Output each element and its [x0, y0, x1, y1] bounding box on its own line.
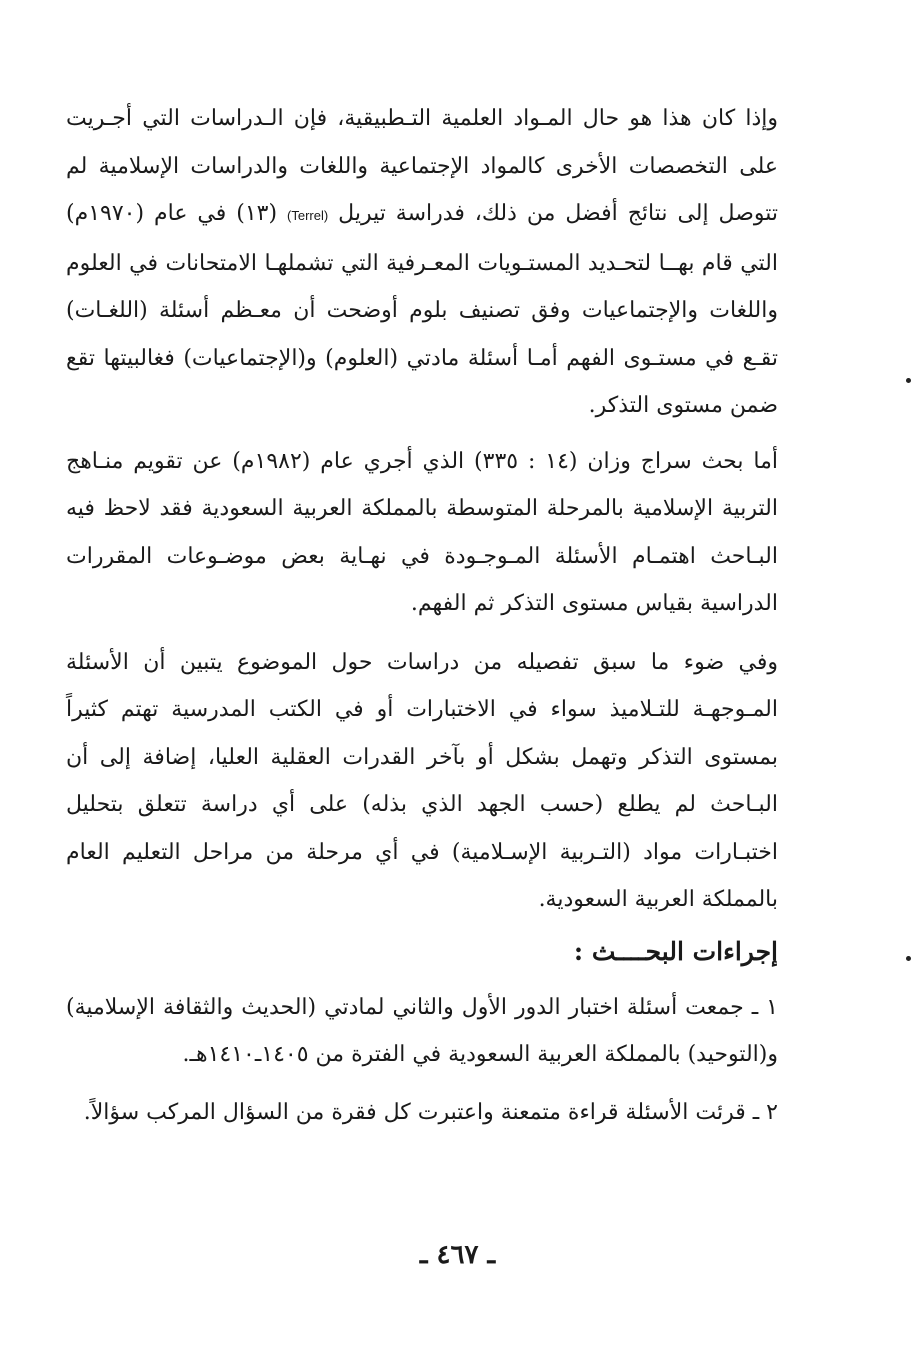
paragraph-siraj-study: أما بحث سراج وزان (١٤ : ٣٣٥) الذي أجري عام (١٩٨٢م) عن تقويم منـاهج التربية الإسلامية بالمرحلة المتوسطة بالمملكة العربية السعودية فقد لاحظ فيه البـاحث اهتمـام الأسئلة المـوجـودة في نهـاية بعض موضـوعات المقررات الدراسية بقياس مستوى التذكر ثم الفهم.: [66, 448, 778, 616]
procedure-item: ١ ـ جمعت أسئلة اختبار الدور الأول والثاني لمادتي (الحديث والثقافة الإسلامية) و(التوحيد) بالمملكة العربية السعودية في الفترة من ١٤٠٥ـ١٤١٠هـ.: [66, 994, 778, 1067]
paragraph-text-part: وإذا كان هذا هو حال المـواد العلمية التـطبيقية، فإن الـدراسات التي أجـريت على التخصصات الأخرى كالمواد الإجتماعية واللغات والدراسات الإسلامية لم تتوصل إلى نتائج أفضل من ذلك، فدراسة تيريل: [66, 106, 779, 226]
page-number: ـ ٤٦٧ ـ: [419, 1240, 496, 1270]
paragraph-summary: وفي ضوء ما سبق تفصيله من دراسات حول الموضوع يتبين أن الأسئلة المـوجهـة للتـلاميذ سواء في الاختبارات أو في الكتب المدرسية تهتم كثيراً بمستوى التذكر وتهمل بشكل أو بآخر القدرات العقلية العليا، إضافة إلى أن البـاحث لم يطلع (حسب الجهد الذي بذله) على أي دراسة تتعلق بتحليل اختبـارات مواد (التـربية الإسـلامية) في أي مرحلة من مراحل التعليم العام بالمملكة العربية السعودية.: [66, 649, 778, 912]
procedure-item: ٢ ـ قرئت الأسئلة قراءة متمعنة واعتبرت كل فقرة من السؤال المركب سؤالاً.: [83, 1099, 778, 1125]
latin-name-terrel: (Terrel): [287, 208, 329, 223]
margin-mark: [906, 378, 911, 383]
paragraph-terrel-study: [66, 95, 778, 430]
margin-mark: [906, 956, 911, 961]
section-heading-procedures: إجراءات البحــــث :: [573, 936, 778, 966]
page-body: [66, 95, 778, 1146]
paragraph-text-part: (١٣) في عام (١٩٧٠م) التي قام بهــا لتحـديد المستـويات المعـرفية التي تشملهـا الامتحانات في العلوم واللغات والإجتماعيات وفق تصنيف بلوم أوضحت أن معـظم أسئلة (اللغـات) تقـع في مستـوى الفهم أمـا أسئلة مادتي (العلوم) و(الإجتماعيات) فغالبيتها تقع ضمن مستوى التذكر.: [66, 201, 778, 418]
